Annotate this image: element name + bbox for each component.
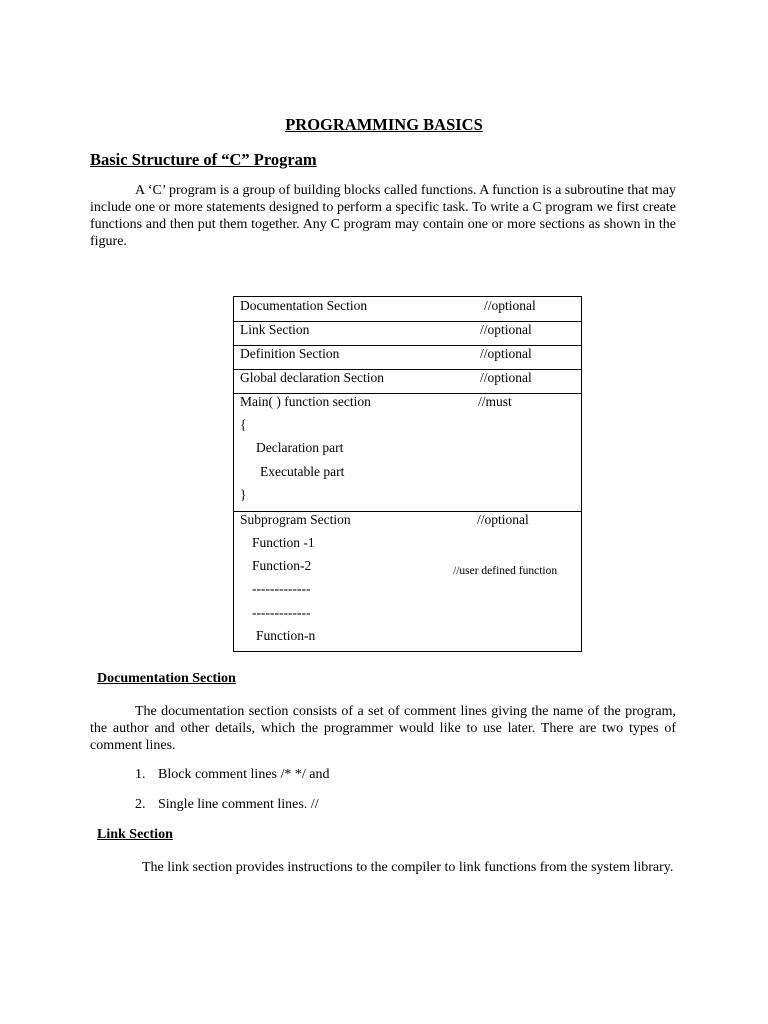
figure-dashes-2: -------------: [252, 605, 311, 620]
section-heading-link: Link Section: [97, 827, 173, 842]
documentation-paragraph: The documentation section consists of a set of comment lines giving the name of the program, the author and other details, which the programmer would like to use later. There are two types of comment lines.: [90, 704, 676, 753]
figure-documentation-note: //optional: [484, 298, 536, 313]
intro-paragraph: A ‘C’ program is a group of building blocks called functions. A function is a subroutine that may include one or more statements designed to perform a specific task. To write a C program we first create functions and then put them together. Any C program may contain one or more sections as shown in the figure.: [90, 183, 676, 249]
figure-main-note: //must: [478, 394, 512, 409]
figure-subprogram-note: //optional: [477, 512, 529, 527]
figure-link-label: Link Section: [240, 322, 310, 337]
list-item: [135, 797, 319, 813]
figure-dashes-1: -------------: [252, 581, 311, 596]
figure-subprogram-label: Subprogram Section: [240, 512, 351, 527]
figure-main-close-brace: }: [240, 487, 247, 502]
figure-main-label: Main( ) function section: [240, 394, 371, 409]
page-title: PROGRAMMING BASICS: [285, 115, 483, 134]
figure-definition-note: //optional: [480, 346, 532, 361]
figure-row-global: [234, 369, 581, 394]
link-paragraph: The link section provides instructions to the compiler to link functions from the system library.: [142, 860, 674, 875]
list-item-number: 1.: [135, 767, 146, 782]
section-heading-basic-structure: Basic Structure of “C” Program: [90, 150, 317, 169]
figure-row-main: [234, 393, 581, 512]
figure-documentation-label: Documentation Section: [240, 298, 368, 313]
figure-function-1: Function -1: [252, 535, 315, 550]
figure-row-link: [234, 321, 581, 346]
figure-definition-label: Definition Section: [240, 346, 340, 361]
list-item-text: Single line comment lines. //: [158, 797, 319, 812]
figure-function-n: Function-n: [256, 628, 316, 643]
figure-user-defined-note: //user defined function: [453, 565, 558, 577]
figure-main-open-brace: {: [240, 417, 247, 432]
c-program-structure-figure: [233, 296, 582, 652]
figure-row-subprogram: [234, 511, 581, 651]
list-item: [135, 767, 330, 783]
figure-function-2: Function-2: [252, 558, 312, 573]
figure-main-declaration: Declaration part: [256, 440, 344, 455]
figure-row-definition: [234, 345, 581, 370]
figure-link-note: //optional: [480, 322, 532, 337]
figure-row-documentation: [234, 297, 581, 322]
figure-main-executable: Executable part: [260, 464, 345, 479]
list-item-text: Block comment lines /* */ and: [158, 767, 330, 782]
section-heading-documentation: Documentation Section: [97, 671, 236, 686]
figure-global-note: //optional: [480, 370, 532, 385]
list-item-number: 2.: [135, 797, 146, 812]
figure-global-label: Global declaration Section: [240, 370, 384, 385]
